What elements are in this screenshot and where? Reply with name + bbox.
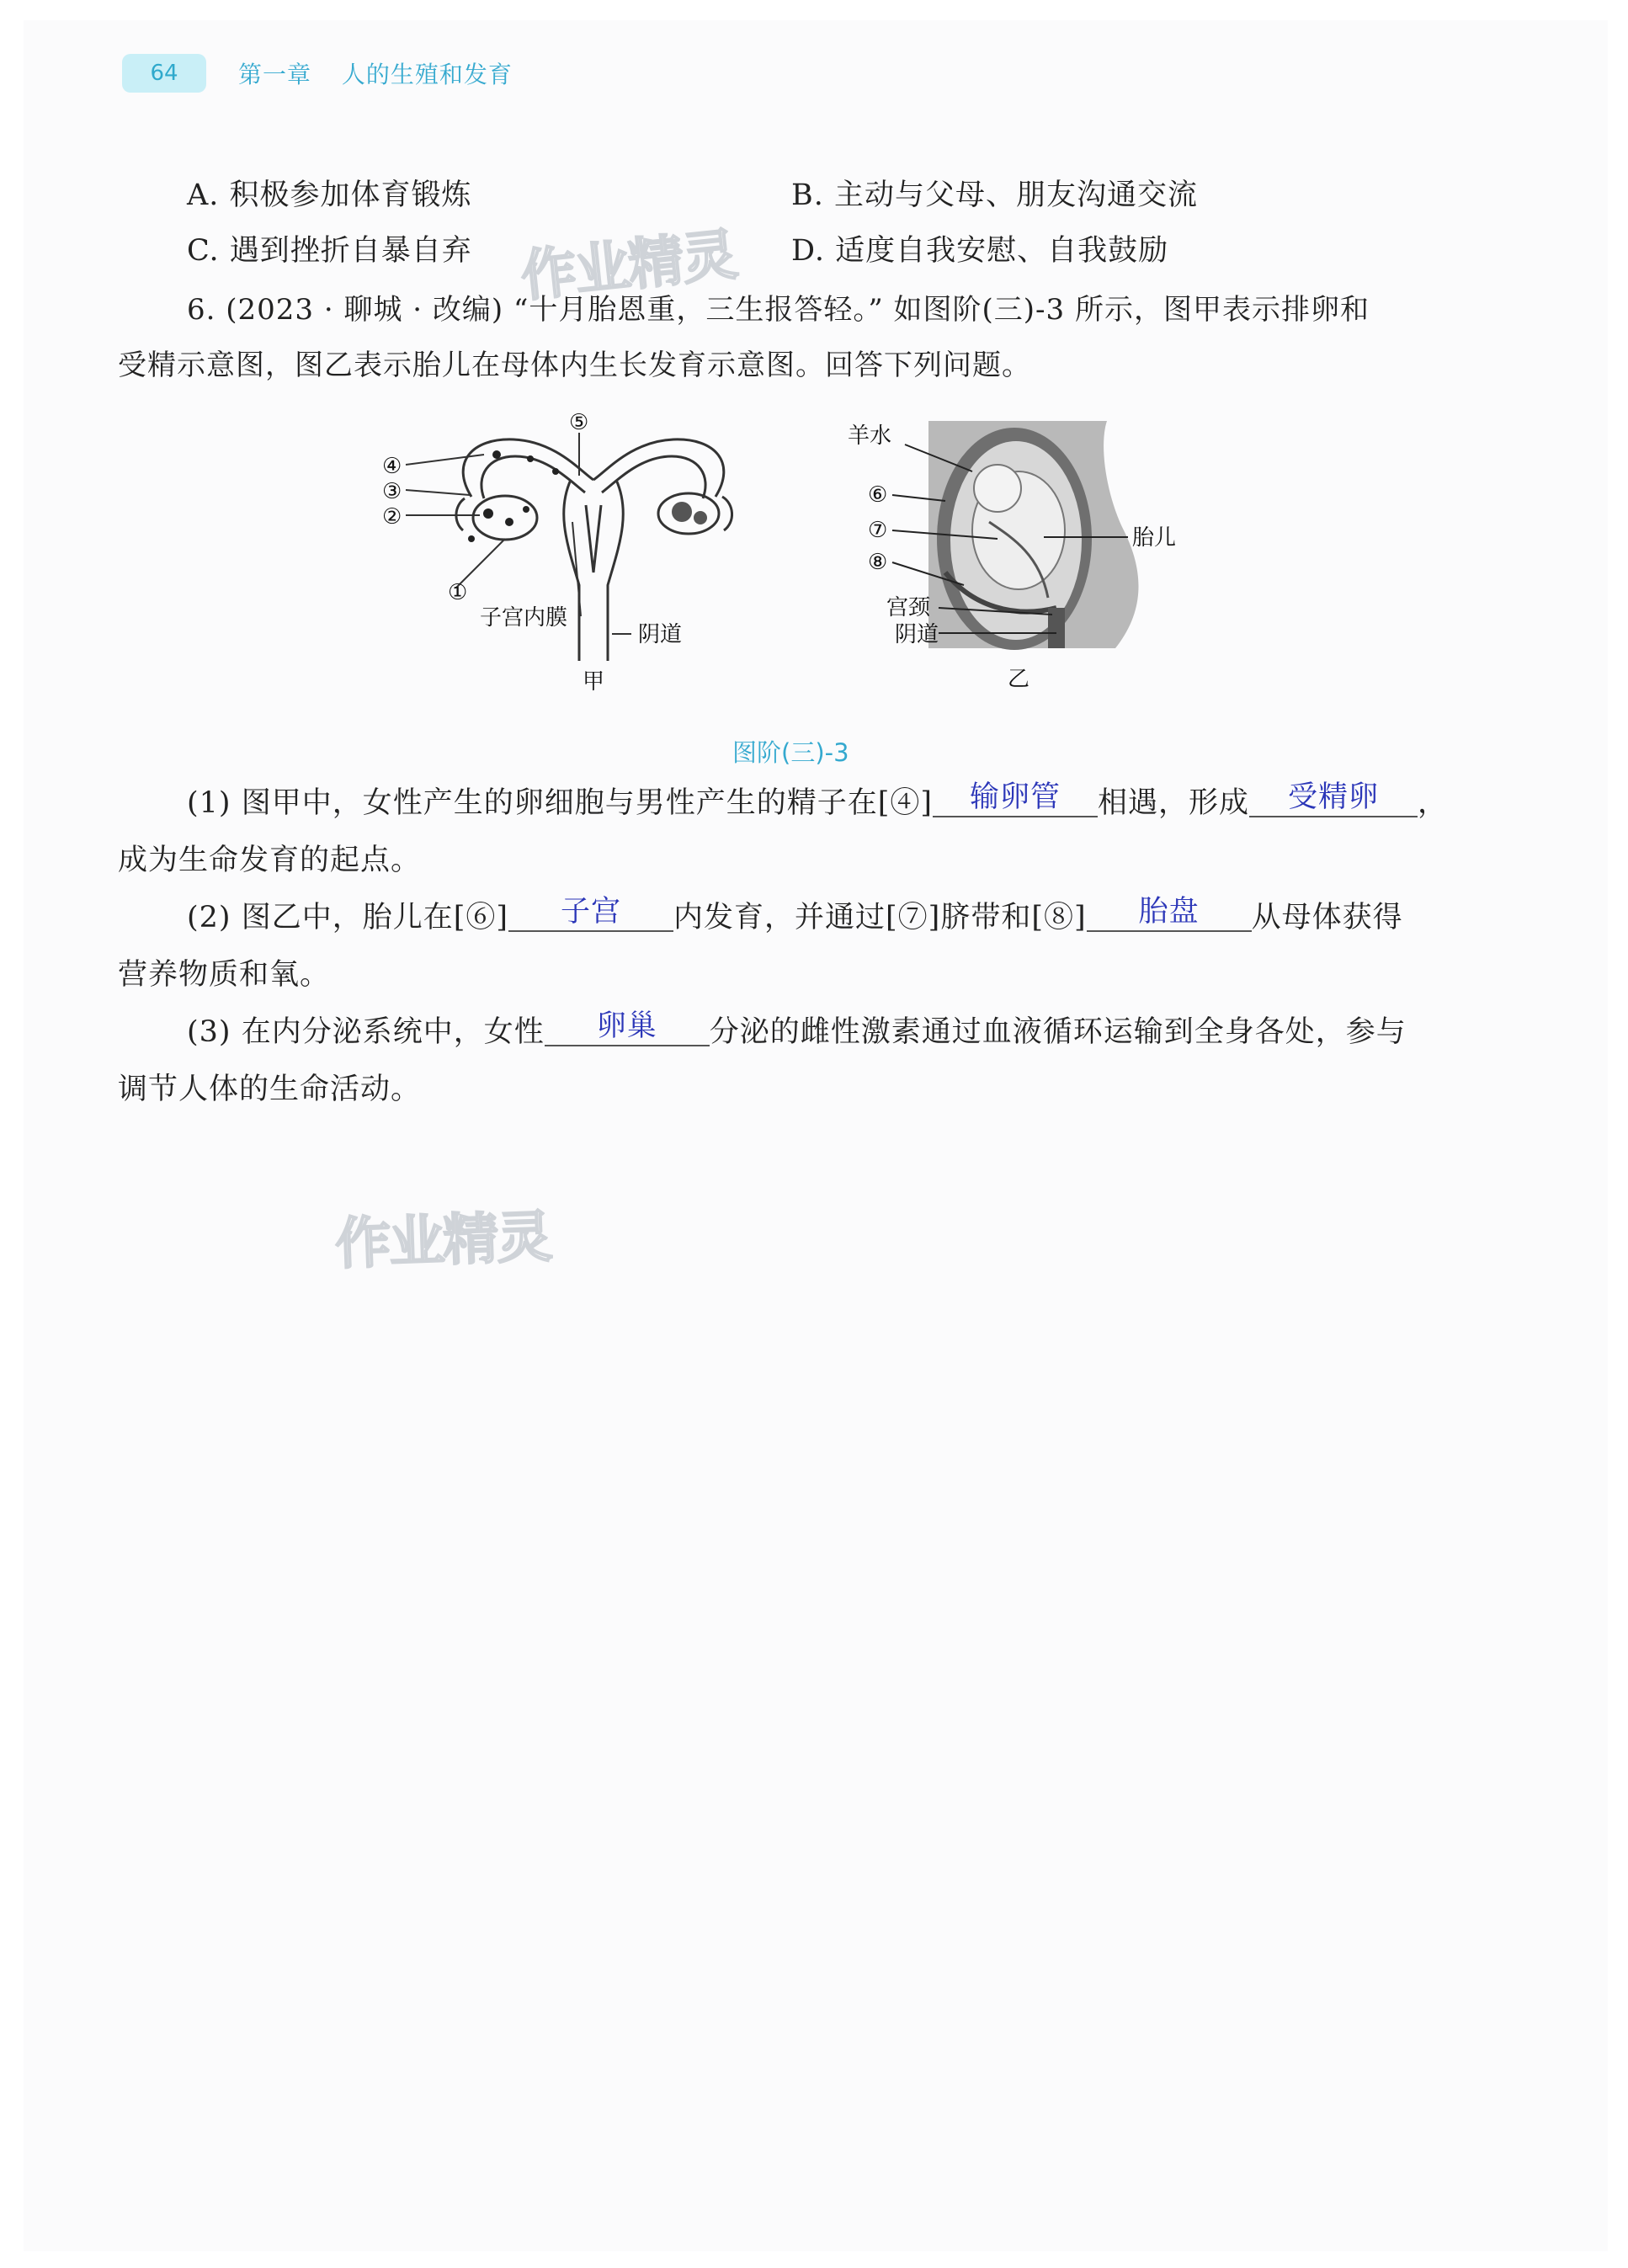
answer-blank-oviduct[interactable]: [933, 782, 1098, 817]
sub1-text-b: 相遇，形成: [1098, 786, 1250, 820]
sub1-text-c: ，: [1418, 786, 1449, 820]
figure-caption: 图阶(三)-3: [732, 738, 849, 767]
label-vagina-right: 阴道: [895, 622, 939, 647]
question6-line1: 6. (2023 · 聊城 · 改编) “十月胎恩重，三生报答轻。” 如图阶(三)-3 所示，图甲表示排卵和: [187, 293, 1370, 327]
answer-blank-zygote[interactable]: [1249, 782, 1418, 817]
question6-line2: 受精示意图，图乙表示胎儿在母体内生长发育示意图。回答下列问题。: [118, 349, 1031, 382]
subquestion-1-line2: 成为生命发育的起点。: [118, 844, 422, 877]
option-c: C. 遇到挫折自暴自弃: [187, 234, 472, 268]
subquestion-2-line1: [187, 894, 1403, 936]
page-header: [122, 54, 513, 93]
figure-left-reproductive-system: [370, 404, 808, 699]
sub2-text-c: 从母体获得: [1251, 901, 1403, 934]
label-amniotic-fluid: 羊水: [848, 423, 892, 449]
chapter-title: 人的生殖和发育: [341, 61, 513, 88]
label-8: ⑧: [868, 550, 888, 575]
subquestion-3-line2: 调节人体的生命活动。: [118, 1073, 422, 1106]
label-3: ③: [382, 479, 402, 504]
chapter-heading: [238, 56, 513, 90]
sub3-text-b: 分泌的雌性激素通过血液循环运输到全身各处，参与: [709, 1015, 1407, 1049]
subquestion-1-line1: [187, 780, 1448, 822]
label-endometrium: 子宫内膜: [480, 605, 568, 631]
figure-left-title: 甲: [583, 669, 605, 695]
watermark-logo-bottom: 作业精灵: [333, 1204, 552, 1277]
option-d: D. 适度自我安慰、自我鼓励: [791, 234, 1169, 268]
figure-right-fetus-in-uterus: [846, 413, 1250, 699]
answer-ovary: 卵巢: [596, 1009, 657, 1043]
sub1-text-a: (1) 图甲中，女性产生的卵细胞与男性产生的精子在[④]: [187, 786, 934, 820]
label-1: ①: [448, 580, 468, 605]
page-number-badge: 64: [122, 54, 206, 93]
figure-right-title: 乙: [1008, 667, 1030, 692]
label-2: ②: [382, 504, 402, 530]
option-a: A. 积极参加体育锻炼: [187, 178, 472, 212]
answer-uterus: 子宫: [561, 895, 622, 929]
sub2-text-b: 内发育，并通过[⑦]脐带和[⑧]: [673, 901, 1087, 934]
label-fetus: 胎儿: [1132, 525, 1177, 551]
subquestion-2-line2: 营养物质和氧。: [118, 958, 331, 992]
answer-oviduct: 输卵管: [970, 780, 1061, 814]
label-vagina-left: 阴道: [638, 622, 683, 647]
label-5: ⑤: [569, 410, 589, 435]
sub3-text-a: (3) 在内分泌系统中，女性: [187, 1015, 545, 1049]
answer-blank-placenta[interactable]: [1087, 897, 1252, 932]
label-7: ⑦: [868, 518, 888, 543]
label-cervix: 宫颈: [886, 595, 931, 620]
label-4: ④: [382, 454, 402, 479]
option-b: B. 主动与父母、朋友沟通交流: [791, 178, 1198, 212]
chapter-number: 第一章: [238, 61, 312, 88]
watermark-logo: 作业精灵: [518, 221, 739, 310]
sub2-text-a: (2) 图乙中，胎儿在[⑥]: [187, 901, 509, 934]
label-6: ⑥: [868, 482, 888, 508]
answer-placenta: 胎盘: [1138, 895, 1200, 929]
subquestion-3-line1: [187, 1009, 1407, 1051]
answer-blank-uterus[interactable]: [508, 897, 673, 932]
answer-blank-ovary[interactable]: [545, 1011, 710, 1046]
answer-zygote: 受精卵: [1288, 780, 1380, 814]
